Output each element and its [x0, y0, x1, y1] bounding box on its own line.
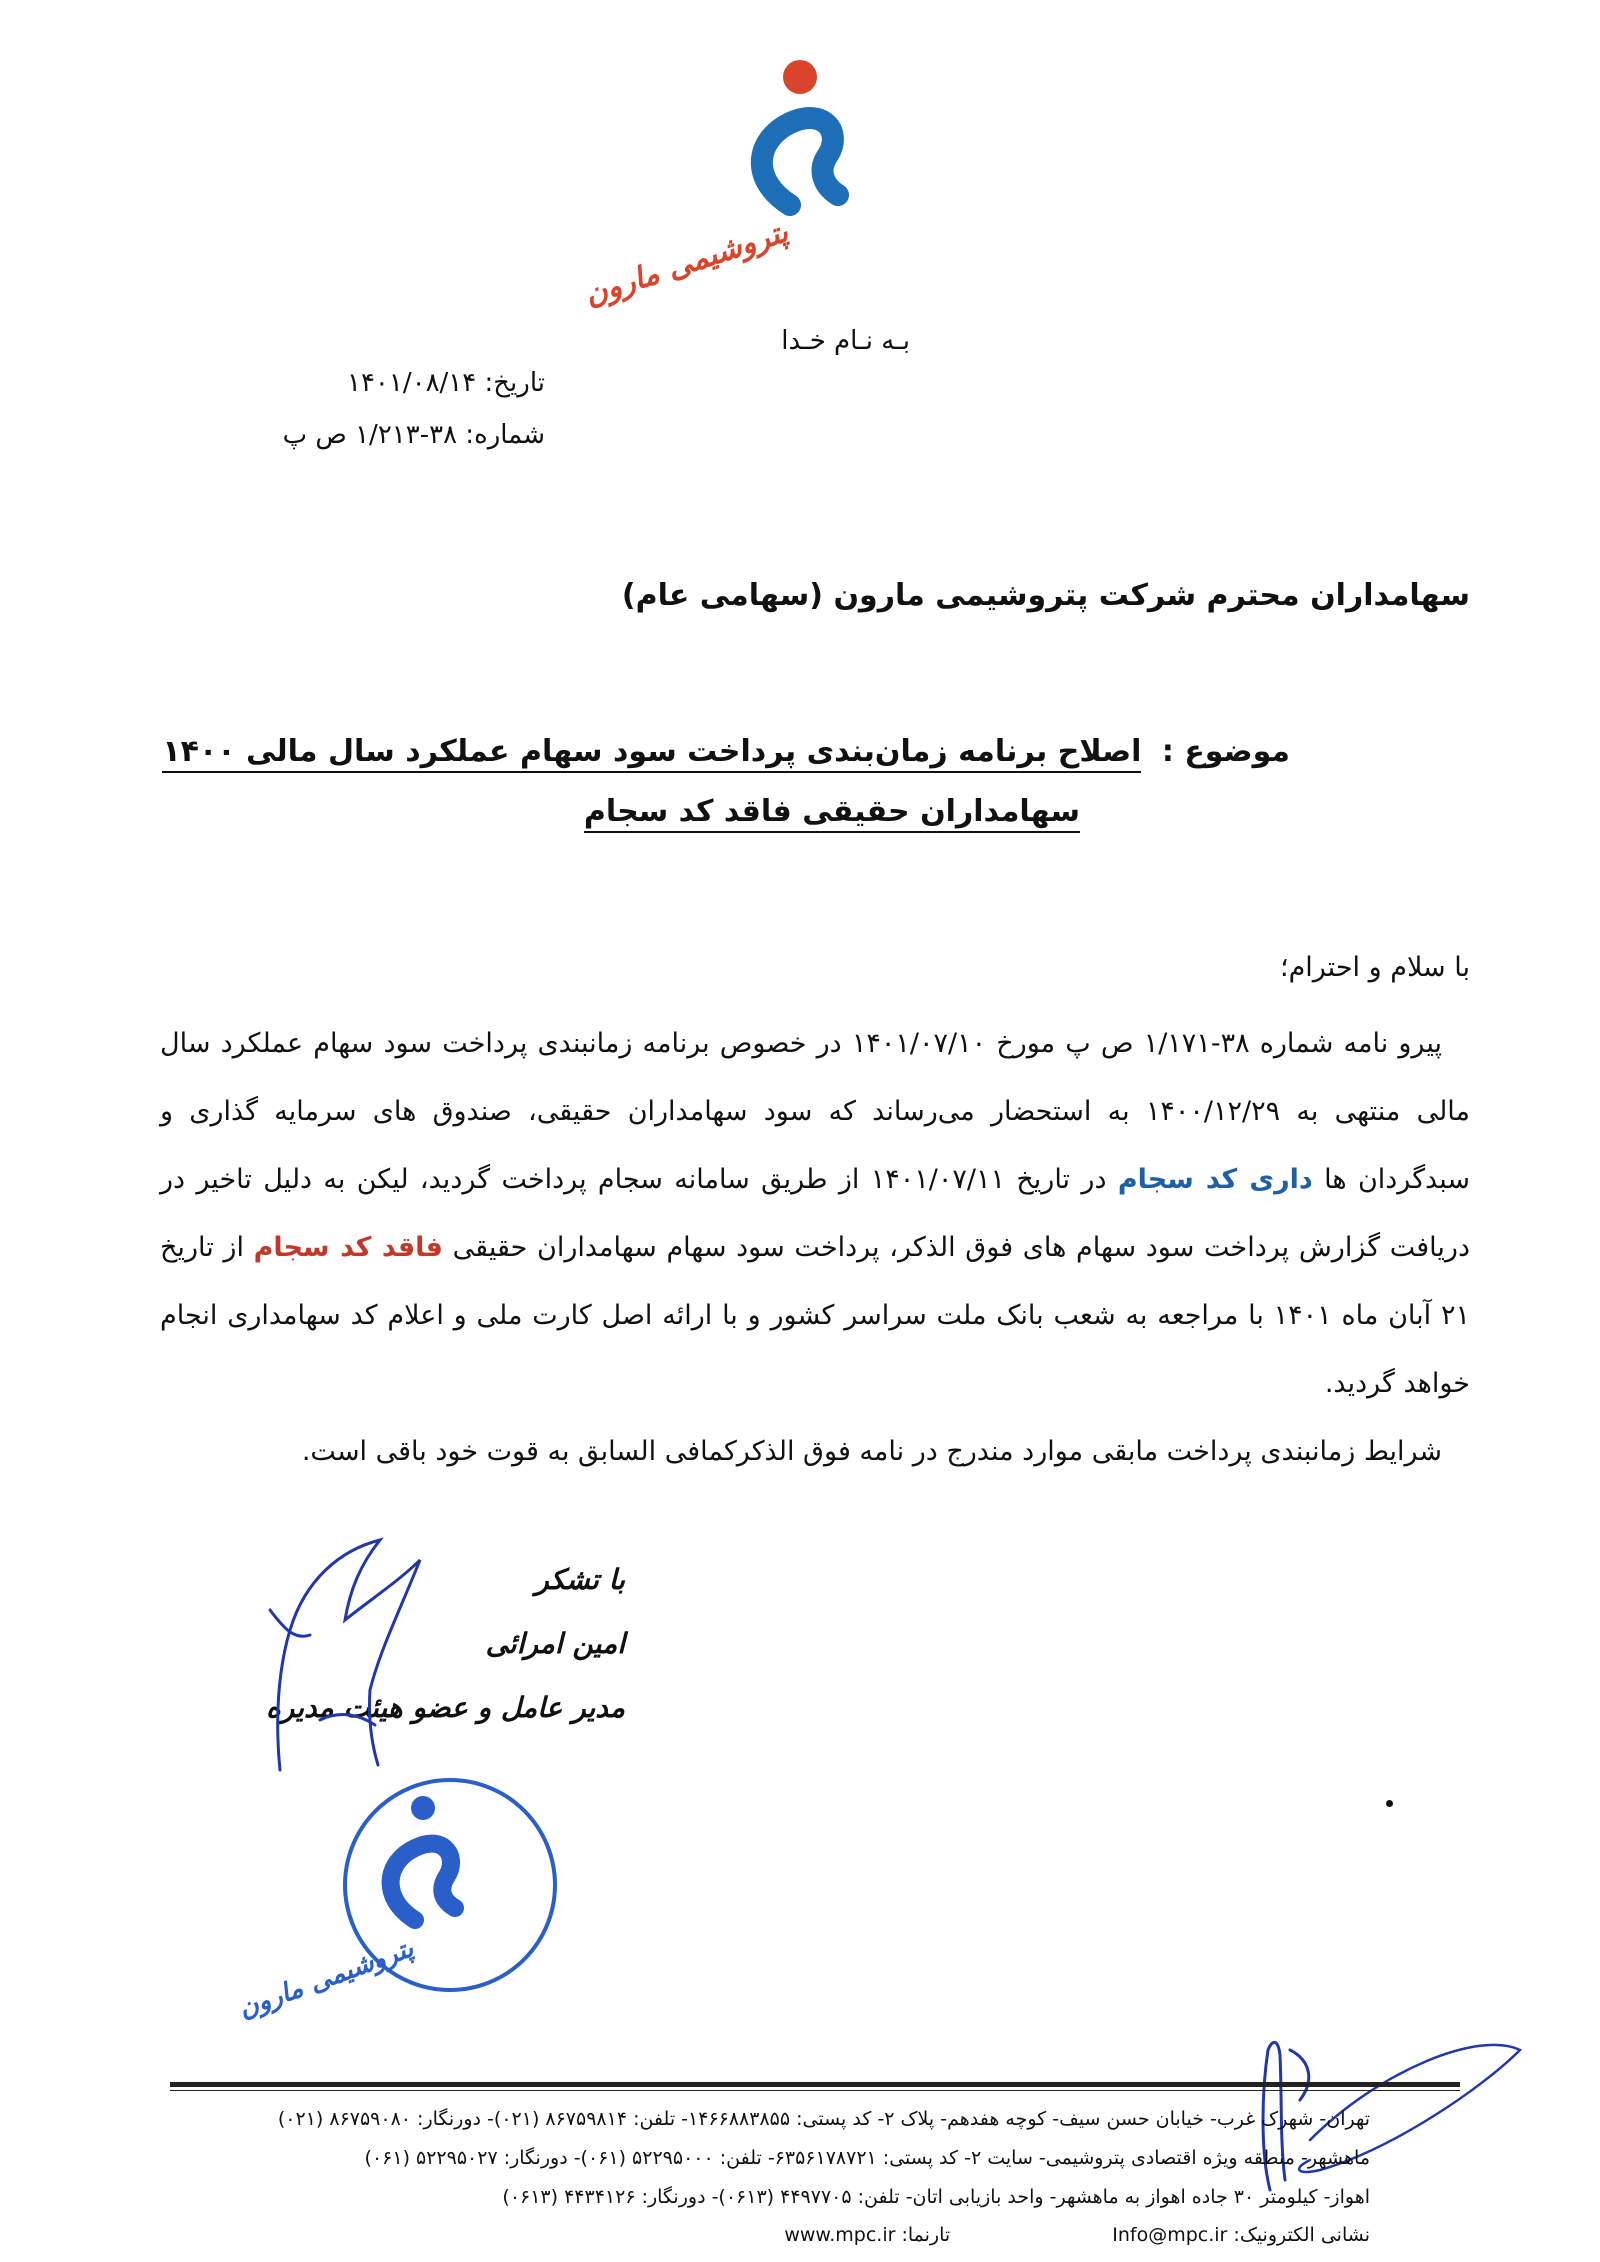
logo-text: پتروشیمی مارون	[580, 214, 793, 314]
logo-blue-swirl	[762, 118, 838, 205]
company-stamp	[234, 1770, 565, 2025]
letter-body	[160, 1010, 1470, 1486]
footer-email[interactable]: Info@mpc.ir	[1112, 2224, 1228, 2246]
stamp-text: پتروشیمی مارون	[234, 1933, 418, 2025]
footer-contact	[784, 2224, 1370, 2246]
closing: با تشکر	[535, 1563, 625, 1596]
signer-title: مدیر عامل و عضو هیئت مدیره	[266, 1691, 625, 1724]
footer-web[interactable]: www.mpc.ir	[784, 2224, 896, 2246]
body-paragraph-2: شرایط زمانبندی پرداخت مابقی موارد مندرج در نامه فوق الذکرکمافی السابق به قوت خود باقی است.	[301, 1436, 1442, 1467]
greeting: با سلام و احترام؛	[1279, 952, 1470, 983]
footer-divider-thin	[170, 2090, 1460, 2091]
logo-red-dot	[783, 60, 817, 94]
subject-text-1: اصلاح برنامه زمان‌بندی پرداخت سود سهام عملکرد سال مالی ۱۴۰۰	[162, 734, 1141, 773]
ink-dot	[1386, 1800, 1393, 1807]
handwritten-signature	[250, 1520, 450, 1790]
body-text-a: پیرو نامه شماره ۳۸-۱/۱۷۱ ص پ مورخ ۱۴۰۱/۰۷/۱۰ در خصوص برنامه زمانبندی پرداخت سود سهام عملکرد سال مالی منتهی به ۱۴۰۰/۱۲/۲۹ به استحضار می‌رساند که سود سهامداران حقیقی، صندوق های سرمایه گذاری و سبدگردان ها	[160, 1028, 1470, 1195]
footer-address-tehran: تهران- شهرک غرب- خیابان حسن سیف- کوچه هفدهم- پلاک ۲- کد پستی: ۱۴۶۶۸۸۳۸۵۵- تلفن: ۸۶۷۵۹۸۱۴ (۰۲۱)- دورنگار: ۸۶۷۵۹۰۸۰ (۰۲۱)	[277, 2108, 1370, 2130]
subject-text-2: سهامداران حقیقی فاقد کد سجام	[584, 794, 1080, 833]
logo-emblem: MPC	[783, 131, 811, 167]
recipient: سهامداران محترم شرکت پتروشیمی مارون (سهامی عام)	[621, 578, 1470, 613]
body-text-c: از تاریخ ۲۱ آبان ماه ۱۴۰۱ با مراجعه به شعب بانک ملت سراسر کشور و با ارائه اصل کارت ملی و اعلام کد سهامداری انجام خواهد گردید.	[160, 1232, 1470, 1399]
basmala: بـه نـام خـدا	[781, 326, 910, 356]
highlight-has-sajam: داری کد سجام	[1117, 1164, 1313, 1195]
subject-label: موضوع :	[1161, 734, 1290, 769]
subject-line-1	[162, 734, 1290, 769]
footer-divider	[170, 2082, 1460, 2087]
footer-email-label: نشانی الکترونیک:	[1233, 2224, 1370, 2246]
company-logo	[580, 55, 920, 314]
body-paragraph-1	[160, 1010, 1470, 1418]
highlight-no-sajam: فاقد کد سجام	[253, 1232, 443, 1263]
letter-date: تاریخ: ۱۴۰۱/۰۸/۱۴	[346, 368, 545, 398]
footer-address-ahvaz: اهواز- کیلومتر ۳۰ جاده اهواز به ماهشهر- واحد بازیابی اتان- تلفن: ۴۴۹۷۷۰۵ (۰۶۱۳)- دورنگار: ۴۴۳۴۱۲۶ (۰۶۱۳)	[502, 2186, 1370, 2208]
footer-web-label: تارنما:	[901, 2224, 951, 2246]
stamp-emblem: MPC	[408, 1859, 434, 1890]
letter-number: شماره: ۳۸-۱/۲۱۳ ص پ	[282, 420, 545, 450]
footer-address-mahshahr: ماهشهر- منطقه ویژه اقتصادی پتروشیمی- سایت ۲- کد پستی: ۶۳۵۶۱۷۸۷۲۱- تلفن: ۵۲۲۹۵۰۰۰ (۰۶۱)- دورنگار: ۵۲۲۹۵۰۲۷ (۰۶۱)	[364, 2147, 1370, 2169]
body-text-b: در تاریخ ۱۴۰۱/۰۷/۱۱ از طریق سامانه سجام پرداخت گردید، لیکن به دلیل تاخیر در دریافت گزارش پرداخت سود سهام های فوق الذکر، پرداخت سود سهام سهامداران حقیقی	[160, 1164, 1470, 1263]
signer-name: امین امرائی	[485, 1627, 625, 1660]
